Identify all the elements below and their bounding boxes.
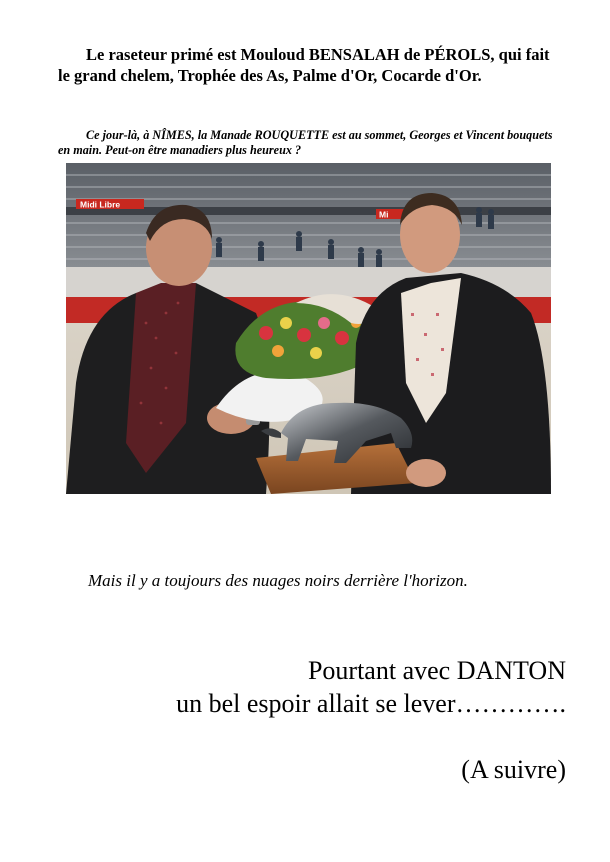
photo-caption: Ce jour-là, à NÎMES, la Manade ROUQUETTE est au sommet, Georges et Vincent bouquets en main. Peut-on être manadiers plus heureux ? (58, 128, 553, 157)
arena-trophy-photo (66, 163, 551, 494)
closing-text (176, 654, 566, 720)
to-be-continued: (A suivre) (461, 755, 566, 784)
banner-midi-libre-right: Mi (379, 209, 389, 220)
closing-line-2: un bel espoir allait se lever…………. (176, 689, 566, 718)
closing-line-1: Pourtant avec DANTON (307, 656, 566, 685)
intro-paragraph: Le raseteur primé est Mouloud BENSALAH de PÉROLS, qui fait le grand chelem, Trophée des As, Palme d'Or, Cocarde d'Or. (58, 45, 550, 85)
banner-midi-libre-left: Midi Libre (80, 199, 121, 210)
clouds-line: Mais il y a toujours des nuages noirs derrière l'horizon. (88, 571, 468, 590)
